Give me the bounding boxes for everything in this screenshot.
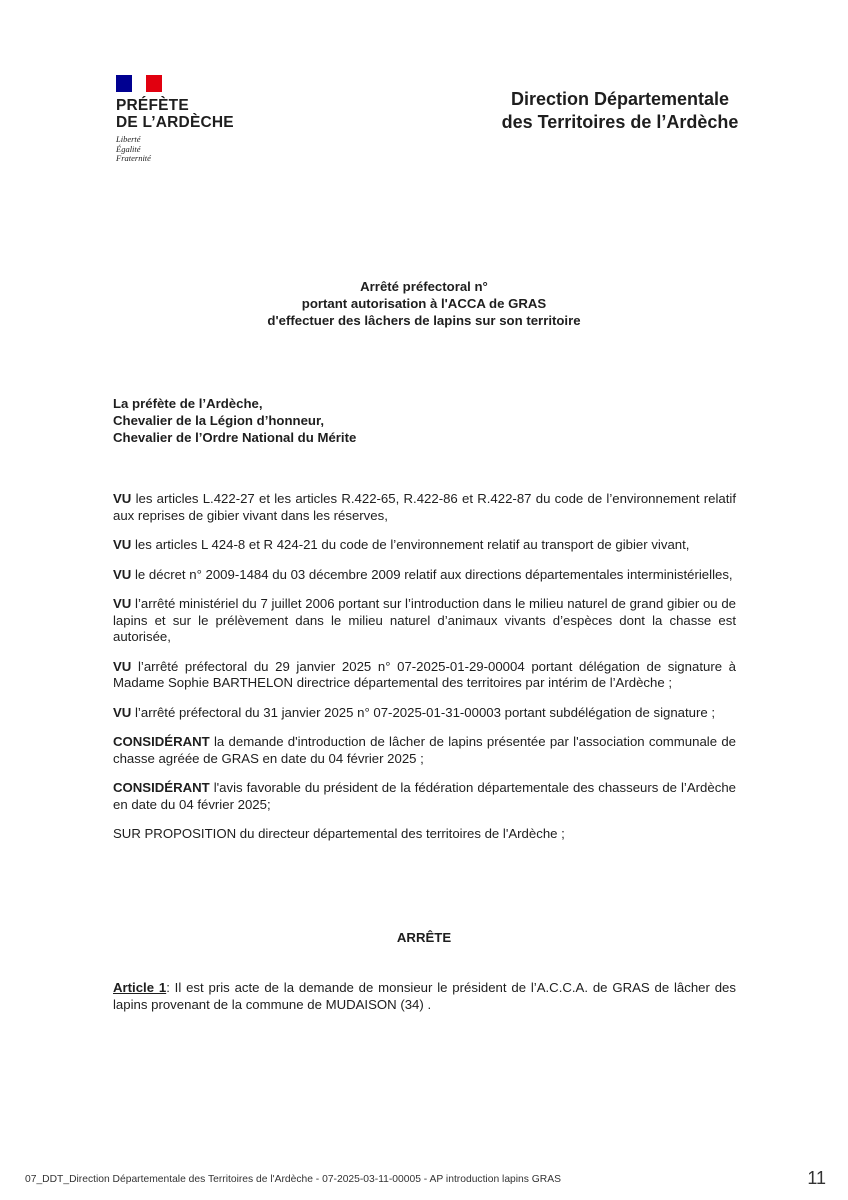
recital-text: l'avis favorable du président de la fédération départementale des chasseurs de l’Ardèche en date du 04 février 2025; (113, 780, 736, 812)
title-line: portant autorisation à l'ACCA de GRAS (301, 296, 547, 311)
recital-paragraph (113, 491, 736, 524)
recital-paragraph (113, 780, 736, 813)
recital-paragraph (113, 659, 736, 692)
authority-block (113, 395, 733, 446)
decision-heading: ARRÊTE (396, 930, 452, 945)
article-label: Article 1 (113, 980, 167, 995)
document-title (124, 278, 724, 329)
authority-line: Chevalier de l’Ordre National du Mérite (113, 430, 357, 445)
recitals (113, 491, 736, 856)
article-1 (113, 980, 736, 1013)
logo-name (116, 97, 256, 131)
recital-keyword: VU (113, 658, 132, 674)
recital-text: l’arrêté préfectoral du 29 janvier 2025 n° 07-2025-01-29-00004 portant délégation de signature à Madame Sophie BARTHELON directrice départemental des territoires par intérim de l’Ardèche ; (113, 658, 737, 690)
recital-text: l’arrêté préfectoral du 31 janvier 2025 n° 07-2025-01-31-00003 portant subdélégation de signature ; (135, 704, 716, 720)
recital-paragraph (113, 734, 736, 767)
authority-line: La préfète de l’Ardèche, (113, 396, 263, 411)
recital-keyword: VU (113, 596, 132, 611)
republic-motto (116, 135, 256, 164)
recital-keyword: VU (113, 491, 132, 506)
page-number: 11 (807, 1168, 826, 1188)
marianne-flag-icon (116, 75, 162, 92)
motto-line: Fraternité (116, 153, 151, 163)
prefecture-logo (116, 75, 256, 164)
recital-paragraph (113, 596, 736, 646)
recital-text: le décret n° 2009-1484 du 03 décembre 2009 relatif aux directions départementales interministérielles, (135, 566, 733, 582)
recital-text: l’arrêté ministériel du 7 juillet 2006 portant sur l’introduction dans le milieu naturel de grand gibier ou de lapins et sur le prélèvement dans le milieu naturel d’animaux vivants d’espèces dont la chasse est autorisée, (113, 596, 736, 644)
recital-paragraph (113, 537, 736, 554)
motto-line: Égalité (116, 143, 141, 154)
recital-paragraph (113, 826, 736, 843)
logo-name-line: DE L’ARDÈCHE (116, 114, 234, 131)
department-line: des Territoires de l’Ardèche (501, 112, 739, 132)
recital-keyword: CONSIDÉRANT (113, 734, 210, 749)
recital-keyword: VU (113, 704, 132, 720)
logo-name-line: PRÉFÈTE (116, 97, 189, 114)
authority-line: Chevalier de la Légion d’honneur, (113, 413, 325, 428)
recital-text: SUR PROPOSITION du directeur départemental des territoires de l'Ardèche ; (113, 826, 565, 841)
recital-keyword: VU (113, 566, 132, 582)
recital-text: les articles L 424-8 et R 424-21 du code de l’environnement relatif au transport de gibier vivant, (135, 537, 690, 552)
recital-keyword: VU (113, 537, 132, 552)
title-line: Arrêté préfectoral n° (360, 279, 488, 294)
motto-line: Liberté (116, 134, 141, 144)
article-text: : Il est pris acte de la demande de monsieur le président de l’A.C.C.A. de GRAS de lâcher des lapins provenant de la commune de MUDAISON (34) . (113, 980, 736, 1012)
title-line: d'effectuer des lâchers de lapins sur son territoire (267, 313, 581, 328)
department-name (430, 88, 810, 134)
recital-paragraph (113, 705, 736, 722)
recital-text: la demande d'introduction de lâcher de lapins présentée par l'association communale de chasse agréée de GRAS en date du 04 février 2025 ; (113, 734, 736, 766)
recital-keyword: CONSIDÉRANT (113, 780, 210, 795)
recital-text: les articles L.422-27 et les articles R.422-65, R.422-86 et R.422-87 du code de l’environnement relatif aux reprises de gibier vivant dans les réserves, (113, 491, 736, 523)
department-line: Direction Départementale (510, 89, 730, 109)
recital-paragraph (113, 567, 736, 584)
footer-reference: 07_DDT_Direction Départementale des Territoires de l'Ardèche - 07-2025-03-11-00005 - AP introduction lapins GRAS (25, 1174, 561, 1185)
